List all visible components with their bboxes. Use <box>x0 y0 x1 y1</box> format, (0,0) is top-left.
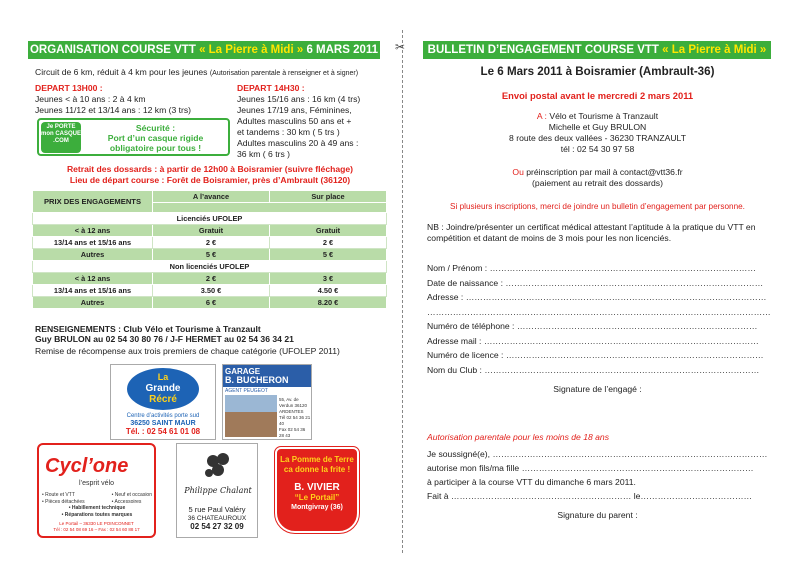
preinscription-ou: Ou <box>512 167 524 177</box>
address-line-3: 8 route des deux vallées - 36230 TRANZAULT <box>509 133 686 143</box>
left-banner-prefix: ORGANISATION COURSE VTT <box>29 44 200 56</box>
cyclone-footer-line: Tél : 02 54 08 69 16 – Fax : 02 54 60 88 17 <box>53 527 140 532</box>
garage-tel: Tél 02 54 36 21 40 <box>279 415 311 426</box>
garage-photo <box>225 395 277 437</box>
depart-2-line: 36 km ( 6 trs ) <box>237 149 291 159</box>
depart-1 <box>35 83 235 116</box>
nb-note: NB : Joindre/présenter un certificat médical attestant l’aptitude à la pratique du VTT en compétition et datant de moins de 3 mois pour les non licenciés. <box>427 222 756 243</box>
preinscription-block <box>420 167 775 189</box>
field-dots: ………………………………………………………………………… <box>514 321 758 331</box>
field-dots: …………………………………………………………………………………… <box>481 335 759 346</box>
depart-2-line: Adultes masculins 50 ans et + <box>237 116 352 126</box>
cyclone-item: • Réparations toutes marques <box>61 511 133 518</box>
cyclone-center <box>42 505 152 518</box>
grande-recre-tel: Tél. : 02 54 61 01 08 <box>125 427 201 436</box>
security-text <box>83 123 228 153</box>
grande-recre-recre: Récré <box>149 394 177 405</box>
price-cell: Gratuit <box>270 225 387 237</box>
cyclone-services-row <box>42 492 152 505</box>
price-header-label: PRIX DES ENGAGEMENTS <box>33 191 153 213</box>
price-cell: 8.20 € <box>270 297 387 309</box>
ad-grande-recre <box>110 364 216 440</box>
plusieurs-line: Si plusieurs inscriptions, merci de joindre un bulletin d’engagement par personne. <box>450 202 745 211</box>
ad-pomme-de-terre <box>269 443 365 538</box>
right-banner-prefix: BULLETIN D’ENGAGEMENT COURSE VTT <box>427 44 663 56</box>
grande-recre-city: 36250 SAINT MAUR <box>130 420 196 427</box>
pomme-place: “Le Portail” <box>294 493 340 502</box>
field-label: Nom du Club : <box>427 364 482 375</box>
price-cell: 3 € <box>270 273 387 285</box>
form-field-club[interactable] <box>427 365 772 380</box>
depart-2-title: DEPART 14H30 : <box>237 83 305 93</box>
grande-recre-sub: Centre d’activités porte sud <box>126 413 200 419</box>
field-dots: ………………………………………………………………………………………………………… <box>427 306 771 317</box>
cyclone-item: • Accessoires <box>111 498 142 505</box>
price-row-label: 13/14 ans et 15/16 ans <box>33 237 153 249</box>
address-block <box>420 111 775 155</box>
price-row-label: 13/14 ans et 15/16 ans <box>33 285 153 297</box>
left-banner-name: « La Pierre à Midi » <box>199 44 304 56</box>
field-label: Numéro de téléphone : <box>427 321 515 331</box>
preinscription-text: préinscription par mail à contact@vtt36.fr <box>523 167 683 177</box>
paysan-contact <box>177 506 257 532</box>
circuit-note: (Autorisation parentale à renseigner et à signer) <box>209 70 359 77</box>
security-box <box>37 118 230 156</box>
address-line-4: tél : 02 54 30 97 58 <box>560 144 635 154</box>
field-label: Nom / Prénom : <box>427 263 488 273</box>
garage-name: B. BUCHERON <box>225 375 289 385</box>
depart-2-line: et tandems : 30 km ( 5 trs ) <box>237 127 340 137</box>
price-col-advance: A l’avance <box>153 191 270 203</box>
price-section-licensed: Licenciés UFOLEP <box>33 213 387 225</box>
ad-paysan <box>176 443 258 538</box>
depart-2-line: Adultes masculins 20 à 49 ans : <box>237 138 359 148</box>
price-row-label: < à 12 ans <box>33 225 153 237</box>
pomme-name: B. VIVIER <box>294 482 340 493</box>
depart-2 <box>237 83 392 160</box>
page-divider <box>402 30 403 553</box>
price-cell: 2 € <box>270 237 387 249</box>
participer-line: à participer à la course VTT du dimanche 6 mars 2011. <box>427 477 636 487</box>
form-field-adresse[interactable] <box>427 292 772 307</box>
cyclone-item: • Pièces détachées <box>42 498 85 505</box>
price-cell: Gratuit <box>153 225 270 237</box>
price-section-nonlicensed: Non licenciés UFOLEP <box>33 261 387 273</box>
garage-sub: AGENT PEUGEOT <box>225 388 268 394</box>
paysan-brand: Philippe Chalant <box>184 486 252 495</box>
address-a: A : <box>536 111 547 121</box>
signature-engage[interactable]: Signature de l’engagé : <box>553 384 642 394</box>
address-line-1: Vélo et Tourisme à Tranzault <box>546 111 659 121</box>
security-title: Sécurité : <box>135 123 176 133</box>
right-banner-name: « La Pierre à Midi » <box>662 44 767 56</box>
pomme-line: ca donne la frite ! <box>283 465 351 474</box>
form-field-mail[interactable] <box>427 336 772 351</box>
price-cell: 2 € <box>153 273 270 285</box>
security-line: Port d’un casque rigide <box>107 133 204 143</box>
cyclone-item: • Route et VTT <box>42 492 75 498</box>
parental-form <box>427 449 772 505</box>
paysan-addr: 36 CHATEAUROUX <box>187 514 247 522</box>
fait-field[interactable]: Fait à ……………………………………………………… le………………………………… <box>427 491 753 501</box>
price-cell: 3.50 € <box>153 285 270 297</box>
bulletin-title: Le 6 Mars 2011 à Boisramier (Ambrault-36) <box>480 65 715 78</box>
depart-2-line: Jeunes 17/19 ans, Féminines, <box>237 105 352 115</box>
autorise-field[interactable]: autorise mon fils/ma fille ……………………………………………………………………… <box>427 463 754 473</box>
grande-recre-grande: Grande <box>145 383 181 394</box>
field-label: Date de naissance : <box>427 277 503 288</box>
address-line <box>420 111 775 122</box>
renseignements <box>35 324 395 344</box>
price-row-label: Autres <box>33 297 153 309</box>
form-field-naissance[interactable] <box>427 278 772 293</box>
registration-form <box>427 263 772 379</box>
price-row-label: Autres <box>33 249 153 261</box>
paysan-tel: 02 54 27 32 09 <box>190 522 244 531</box>
field-dots: …………………………………………………………………………………… <box>481 364 760 375</box>
security-line: obligatoire pour tous ! <box>109 143 202 153</box>
field-dots: ………………………………………………………………………………… <box>487 263 756 273</box>
address-line-2: Michelle et Guy BRULON <box>548 122 647 132</box>
form-field-nom[interactable] <box>427 263 772 278</box>
grande-recre-la: La <box>157 372 169 382</box>
lieu-line: Lieu de départ course : Forêt de Boisramier, près d’Ambrault (36120) <box>69 175 351 185</box>
price-table <box>32 190 387 309</box>
cyclone-item: • Neuf et occasion <box>111 492 152 498</box>
garage-header <box>223 365 311 387</box>
envoi-line: Envoi postal avant le mercredi 2 mars 2011 <box>501 90 694 101</box>
field-label: Adresse mail : <box>427 335 482 346</box>
garage-title: GARAGE <box>225 367 261 376</box>
cyclone-footer-line: Le Portail – 36330 LE POINCONNET <box>59 521 134 526</box>
ad-cyclone <box>37 443 156 538</box>
cyclone-name: Cycl’one <box>45 455 129 477</box>
depart-1-line: Jeunes < à 10 ans : 2 à 4 km <box>35 94 146 104</box>
form-field-adresse-2[interactable] <box>427 307 772 322</box>
left-banner-date: 6 MARS 2011 <box>303 44 379 56</box>
remise-line: Remise de récompense aux trois premiers de chaque catégorie (UFOLEP 2011) <box>35 346 340 356</box>
form-field-telephone[interactable] <box>427 321 772 336</box>
field-dots: ……………………………………………………………………………… <box>502 277 764 288</box>
signature-parent[interactable]: Signature du parent : <box>557 510 638 520</box>
depart-2-line: Jeunes 15/16 ans : 16 km (4 trs) <box>237 94 361 104</box>
price-row-label: < à 12 ans <box>33 273 153 285</box>
field-label: Numéro de licence : <box>427 350 504 360</box>
retrait-line: Retrait des dossards : à partir de 12h00 à Boisramier (suivre fléchage) <box>66 164 354 174</box>
price-cell: 5 € <box>153 249 270 261</box>
price-cell: 2 € <box>153 237 270 249</box>
scissors-icon: ✂ <box>395 40 406 54</box>
depart-1-title: DEPART 13H00 : <box>35 83 103 93</box>
grande-recre-info <box>111 412 215 436</box>
depart-1-line: Jeunes 11/12 et 13/14 ans : 12 km (3 trs) <box>35 105 192 115</box>
paiement-line: (paiement au retrait des dossards) <box>532 178 663 188</box>
je-soussigne-field[interactable]: Je soussigné(e), …………………………………………………………………………………… <box>427 449 768 459</box>
garage-fax: Fax 02 54 36 28 43 <box>279 427 306 438</box>
price-cell: 6 € <box>153 297 270 309</box>
pomme-city: Montgivray (36) <box>291 504 343 511</box>
paysan-addr: 5 rue Paul Valéry <box>188 505 246 514</box>
casque-logo: Je PORTE mon CASQUE .COM <box>41 122 81 153</box>
grande-recre-logo <box>127 368 199 410</box>
price-cell: 4.50 € <box>270 285 387 297</box>
pomme-text <box>275 455 359 513</box>
cyclone-tag: l’esprit vélo <box>79 480 115 487</box>
renseignements-line: RENSEIGNEMENTS : Club Vélo et Tourisme à Tranzault <box>35 324 261 334</box>
pomme-line: La Pomme de Terre <box>280 455 354 464</box>
cyclone-services <box>42 492 152 518</box>
cyclone-footer <box>39 521 154 533</box>
garage-addr: 55, Av. de Verdun 36120 ARDENTES <box>279 397 308 414</box>
grapes-icon <box>201 449 235 483</box>
form-field-licence[interactable] <box>427 350 772 365</box>
field-dots: …………………………………………………………………………………………… <box>463 292 767 302</box>
price-col-onsite: Sur place <box>270 191 387 203</box>
ad-garage-bucheron <box>222 364 312 440</box>
autorisation-title: Autorisation parentale pour les moins de 18 ans <box>427 432 610 442</box>
field-label: Adresse : <box>427 292 464 302</box>
field-dots: ……………………………………………………………………………… <box>503 350 764 360</box>
price-spacer <box>153 203 387 213</box>
left-banner <box>28 41 380 59</box>
price-cell: 5 € <box>270 249 387 261</box>
circuit-info <box>35 67 390 79</box>
cyclone-item: • Habillement technique <box>68 505 126 511</box>
preinscription-line <box>420 167 775 178</box>
renseignements-line: Guy BRULON au 02 54 30 80 76 / J-F HERMET au 02 54 36 34 21 <box>35 334 294 344</box>
garage-contact <box>279 397 311 439</box>
circuit-main: Circuit de 6 km, réduit à 4 km pour les jeunes <box>35 67 208 77</box>
right-banner <box>423 41 771 59</box>
